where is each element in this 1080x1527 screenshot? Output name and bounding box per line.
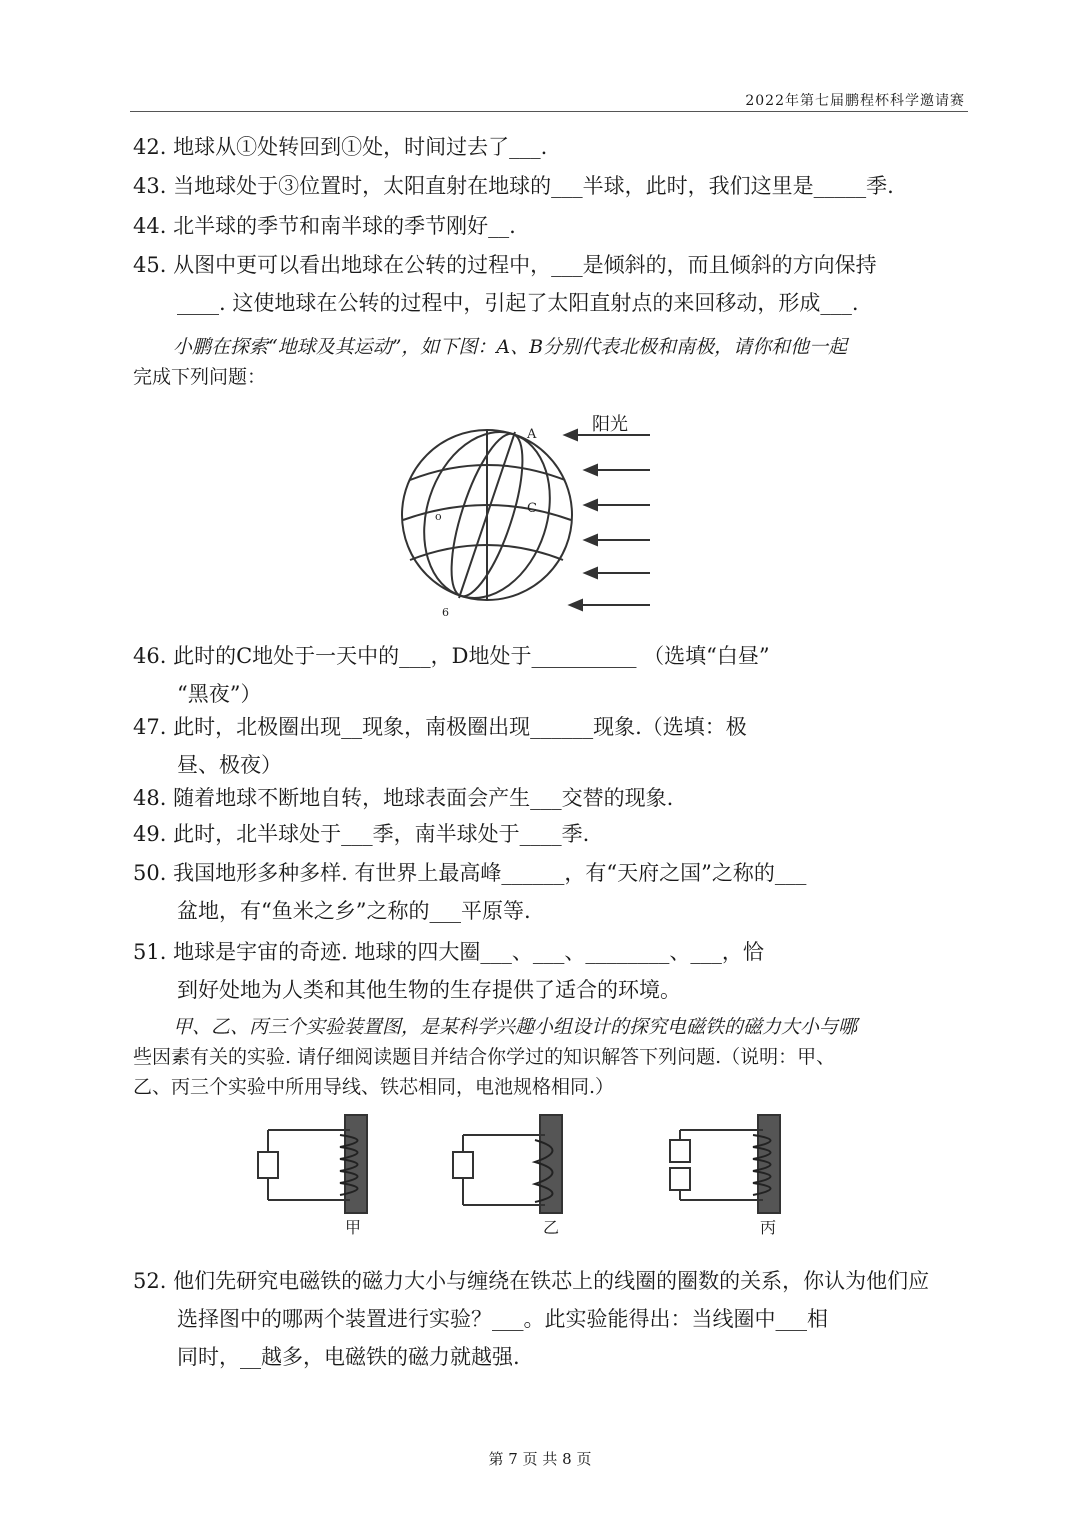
question-51-line1: 51. 地球是宇宙的奇迹. 地球的四大圈___、___、________、___，恰 xyxy=(133,940,764,964)
question-46-line1: 46. 此时的C地处于一天中的___，D地处于__________ （选填“白昼” xyxy=(133,644,770,668)
question-44 xyxy=(133,207,958,245)
question-45 xyxy=(133,246,958,322)
magnet-intro xyxy=(133,1012,958,1102)
question-51 xyxy=(133,933,958,1009)
question-52 xyxy=(133,1262,958,1376)
label-jia: 甲 xyxy=(345,1218,362,1237)
globe-intro-line1: 小鹏在探索“地球及其运动”，如下图：A、B分别代表北极和南极，请你和他一起 xyxy=(173,336,848,358)
question-52-line1: 52. 他们先研究电磁铁的磁力大小与缠绕在铁芯上的线圈的圈数的关系，你认为他们应 xyxy=(133,1269,930,1293)
question-47-line2: 昼、极夜） xyxy=(177,753,282,777)
globe-figure xyxy=(395,420,665,620)
question-50 xyxy=(133,854,958,930)
question-45-line1: 45. 从图中更可以看出地球在公转的过程中，___是倾斜的，而且倾斜的方向保持 xyxy=(133,253,877,277)
label-yi: 乙 xyxy=(543,1218,560,1237)
page-footer: 第 7 页 共 8 页 xyxy=(488,1450,592,1468)
question-49-line1: 49. 此时，北半球处于___季，南半球处于____季. xyxy=(133,822,590,846)
apparatus-bing xyxy=(670,1115,780,1213)
electromagnet-figure xyxy=(240,1110,820,1240)
question-47 xyxy=(133,708,958,784)
question-49 xyxy=(133,815,958,853)
question-42 xyxy=(133,128,958,166)
globe-label-o: o xyxy=(435,510,442,523)
question-47-line1: 47. 此时，北极圈出现__现象，南极圈出现______现象.（选填：极 xyxy=(133,715,747,739)
magnet-intro-line3: 乙、丙三个实验中所用导线、铁芯相同，电池规格相同.） xyxy=(133,1076,615,1098)
question-51-line2: 到好处地为人类和其他生物的生存提供了适合的环境。 xyxy=(177,978,681,1002)
globe-intro xyxy=(133,332,958,392)
label-bing: 丙 xyxy=(760,1218,777,1237)
magnet-intro-line2: 些因素有关的实验. 请仔细阅读题目并结合你学过的知识解答下列问题.（说明：甲、 xyxy=(133,1046,836,1068)
apparatus-yi xyxy=(453,1115,562,1213)
globe-label-a: A xyxy=(527,427,537,442)
apparatus-jia xyxy=(258,1115,367,1213)
exam-header: 2022年第七届鹏程杯科学邀请赛 xyxy=(745,93,965,109)
question-46 xyxy=(133,637,958,713)
question-42-line1: 42. 地球从①处转回到①处，时间过去了___. xyxy=(133,135,548,159)
header-divider xyxy=(130,111,968,112)
sunlight-label: 阳光 xyxy=(592,414,628,435)
question-46-line2: “黑夜”） xyxy=(177,682,262,706)
question-48 xyxy=(133,779,958,817)
question-43 xyxy=(133,167,958,205)
question-52-line3: 同时，__越多，电磁铁的磁力就越强. xyxy=(177,1345,520,1369)
question-50-line1: 50. 我国地形多种多样. 有世界上最高峰______，有“天府之国”之称的___ xyxy=(133,861,807,885)
question-43-line1: 43. 当地球处于③位置时，太阳直射在地球的___半球，此时，我们这里是_____季. xyxy=(133,174,894,198)
magnet-intro-line1: 甲、乙、丙三个实验装置图，是某科学兴趣小组设计的探究电磁铁的磁力大小与哪 xyxy=(173,1016,858,1038)
globe-label-c: C xyxy=(527,501,537,516)
question-48-line1: 48. 随着地球不断地自转，地球表面会产生___交替的现象. xyxy=(133,786,674,810)
question-52-line2: 选择图中的哪两个装置进行实验？___。此实验能得出：当线圈中___相 xyxy=(177,1307,828,1331)
globe-intro-line2: 完成下列问题： xyxy=(133,366,267,388)
question-45-line2: ____. 这使地球在公转的过程中，引起了太阳直射点的来回移动，形成___. xyxy=(177,291,859,315)
globe-label-b: 6 xyxy=(442,606,449,619)
question-44-line1: 44. 北半球的季节和南半球的季节刚好__. xyxy=(133,214,516,238)
question-50-line2: 盆地，有“鱼米之乡”之称的___平原等. xyxy=(177,899,531,923)
